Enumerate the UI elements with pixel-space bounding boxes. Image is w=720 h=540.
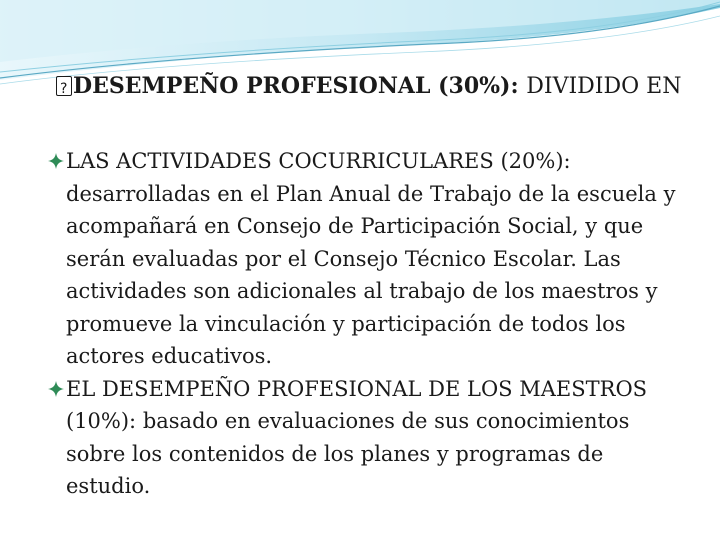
- diamond-bullet-icon: [46, 151, 66, 171]
- item-text: desarrolladas en el Plan Anual de Trabajo de la escuela y acompañará en Consejo de Participación Social, y que serán evaluadas por el Consejo Técnico Escolar. Las actividades son adicionales al trabajo de los maestros y promueve la vinculación y participación de todos los actores educativos.: [66, 181, 676, 368]
- list-item: [46, 373, 686, 503]
- missing-glyph-icon: [56, 76, 72, 96]
- slide-title: [56, 70, 706, 103]
- slide-title-rest: DIVIDIDO EN: [526, 74, 682, 99]
- item-lead: EL DESEMPEÑO PROFESIONAL DE LOS MAESTROS (10%):: [66, 376, 648, 433]
- item-lead: LAS ACTIVIDADES COCURRICULARES (20%):: [66, 149, 571, 173]
- list-item: [46, 145, 686, 373]
- slide-title-bold: DESEMPEÑO PROFESIONAL (30%):: [73, 73, 527, 99]
- diamond-bullet-icon: [46, 379, 66, 399]
- item-text: basado en evaluaciones de sus conocimientos sobre los contenidos de los planes y programas de estudio.: [66, 409, 630, 498]
- bullet-list: [46, 145, 686, 503]
